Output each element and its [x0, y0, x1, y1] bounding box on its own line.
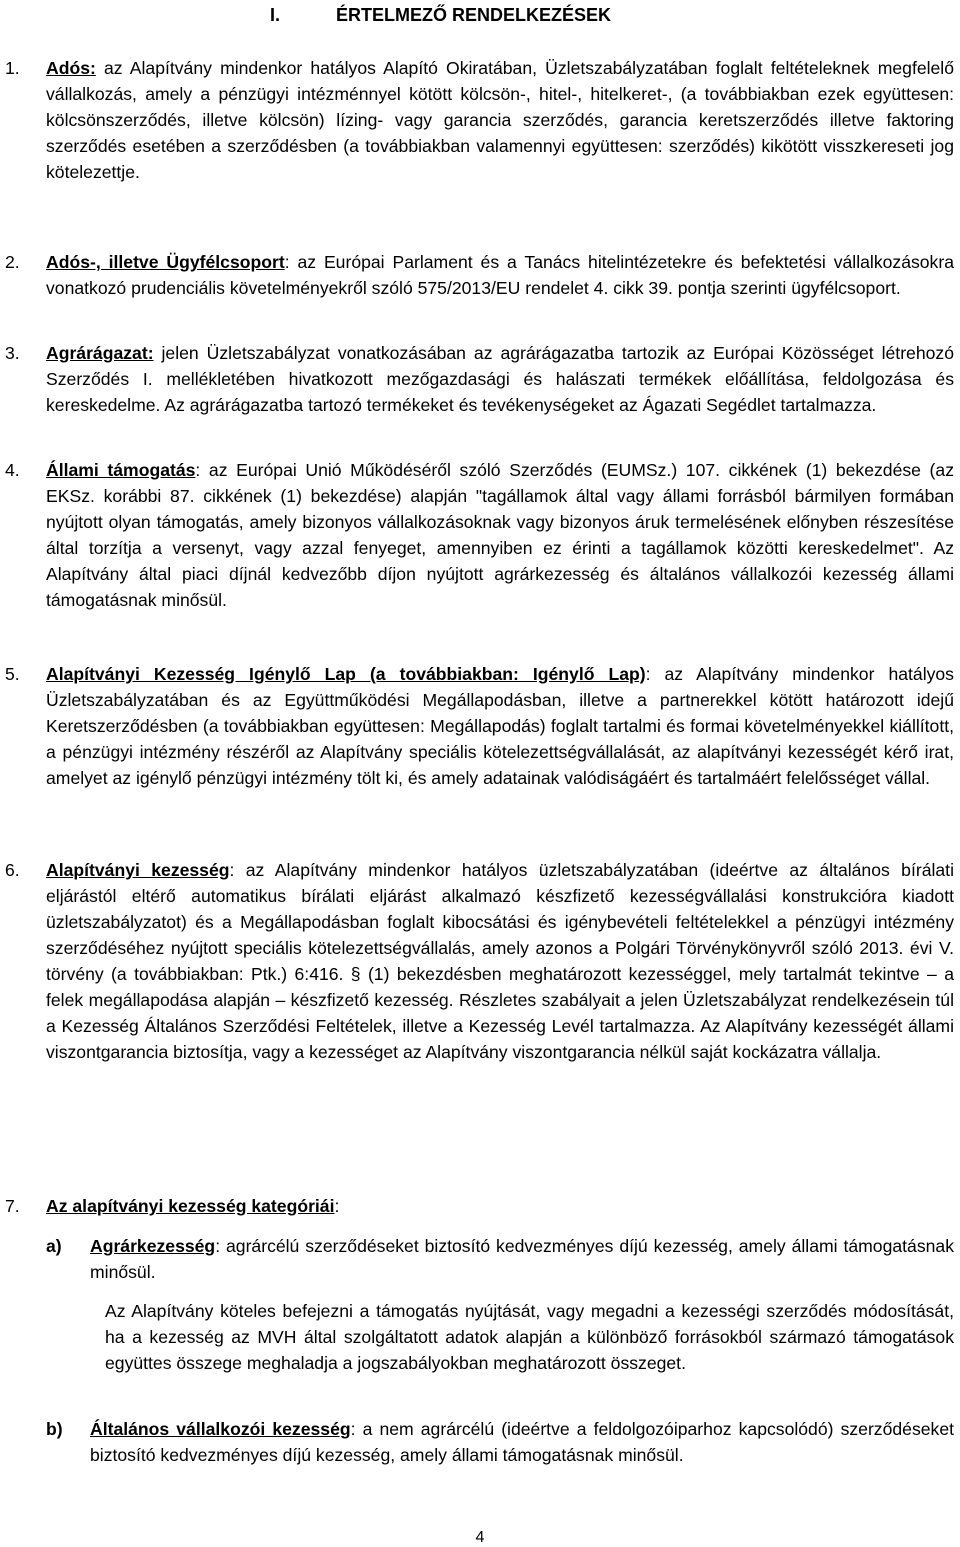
defined-term: Állami támogatás — [46, 460, 196, 480]
item-body — [46, 55, 954, 185]
category-text: : agrárcélú szerződéseket biztosító kedvezményes díjú kezesség, amely állami támogatásnak minősül. — [90, 1236, 954, 1282]
category-body — [90, 1416, 954, 1468]
item-body — [46, 1193, 954, 1219]
defined-term: Agrárágazat: — [46, 343, 154, 363]
item-number: 7. — [5, 1196, 20, 1216]
item-number: 3. — [5, 343, 20, 363]
category-term: Agrárkezesség — [90, 1236, 216, 1256]
category-note: Az Alapítvány köteles befejezni a támogatás nyújtását, vagy megadni a kezességi szerződés módosítását, ha a kezesség az MVH által szolgáltatott adatok alapján a különböző forrásokból származó támogatások együttes összege meghaladja a jogszabályokban meghatározott összeget. — [105, 1301, 954, 1373]
item-body — [46, 249, 954, 301]
page-number: 4 — [475, 1529, 485, 1546]
definition-text: : az Alapítvány mindenkor hatályos Üzletszabályzatában és az Együttműködési Megállapodásban, illetve a partnerekkel kötött határozott idejű Keretszerződésben (a továbbiakban együttesen: Megállapodás) foglalt tartalmi és formai követelményekkel kiállított, a pénzügyi intézmény részéről az Alapítvány speciális kötelezettségvállalását, az alapítványi kezességét kérő irat, amelyet az igénylő pénzügyi intézmény tölt ki, és amely adatainak valódiságáért és tartalmáért felelősséget vállal. — [46, 664, 954, 788]
section-number: I. — [270, 5, 281, 25]
category-term: Általános vállalkozói kezesség — [90, 1419, 351, 1439]
category-label: a) — [46, 1236, 62, 1256]
defined-term: Alapítványi Kezesség Igénylő Lap (a továbbiakban: Igénylő Lap) — [46, 664, 646, 684]
item-number: 1. — [5, 58, 20, 78]
definition-text: : az Alapítvány mindenkor hatályos üzletszabályzatában (ideértve az általános bírálati eljárástól eltérő automatikus bírálati eljárást alkalmazó készfizető kezességvállalási konstrukcióra kiadott üzletszabályzatot) és a Megállapodásban foglalt kibocsátási és igénybevételi feltételekkel a pénzügyi intézmény szerződéséhez nyújtott speciális kötelezettségvállalás, amely azonos a Polgári Törvénykönyvről szóló 2013. évi V. törvény (a továbbiakban: Ptk.) 6:416. § (1) bekezdésben meghatározott kezességgel, mely tartalmát tekintve – a felek megállapodása alapján – készfizető kezesség. Részletes szabályait a jelen Üzletszabályzat rendelkezésein túl a Kezesség Általános Szerződési Feltételek, illetve a Kezesség Levél tartalmazza. Az Alapítvány kezességét állami viszontgarancia biztosítja, vagy a kezességet az Alapítvány viszontgarancia nélkül saját kockázatra vállalja. — [46, 860, 954, 1062]
definition-text: : az Európai Parlament és a Tanács hitelintézetekre és befektetési vállalkozásokra vonatkozó prudenciális követelményekről szóló 575/2013/EU rendelet 4. cikk 39. pontja szerinti ügyfélcsoport. — [46, 252, 954, 298]
item-number: 5. — [5, 664, 20, 684]
item-number: 4. — [5, 460, 20, 480]
category-body — [90, 1233, 954, 1285]
item-body — [46, 457, 954, 613]
category-label: b) — [46, 1419, 63, 1439]
section-title: ÉRTELMEZŐ RENDELKEZÉSEK — [336, 5, 612, 25]
item-number: 6. — [5, 860, 20, 880]
item-body — [46, 857, 954, 1065]
defined-term: Adós-, illetve Ügyfélcsoport — [46, 252, 285, 272]
defined-term: Adós: — [46, 58, 96, 78]
item-body — [46, 661, 954, 791]
definition-text: : — [334, 1196, 340, 1216]
definition-text: jelen Üzletszabályzat vonatkozásában az agrárágazatba tartozik az Európai Közösséget létrehozó Szerződés I. mellékletében hivatkozott mezőgazdasági és halászati termékek előállítása, feldolgozása és kereskedelme. Az agrárágazatba tartozó termékeket és tevékenységeket az Ágazati Segédlet tartalmazza. — [46, 343, 954, 415]
definition-text: az Alapítvány mindenkor hatályos Alapító Okiratában, Üzletszabályzatában foglalt feltételeknek megfelelő vállalkozás, amely a pénzügyi intézménnyel kötött kölcsön-, hitel-, hitelkeret-, (a továbbiakban ezek együttesen: kölcsönszerződés, illetve kölcsön) lízing- vagy garancia szerződés, garancia keretszerződés illetve faktoring szerződés esetében a szerződésben (a továbbiakban valamennyi együttesen: szerződés) kikötött visszkereseti jog kötelezettje. — [46, 58, 954, 182]
item-number: 2. — [5, 252, 20, 272]
item-body — [46, 340, 954, 418]
defined-term: Az alapítványi kezesség kategóriái — [46, 1196, 335, 1216]
category-text: : a nem agrárcélú (ideértve a feldolgozóiparhoz kapcsolódó) szerződéseket biztosító kedvezményes díjú kezesség, amely állami támogatásnak minősül. — [90, 1419, 955, 1465]
defined-term: Alapítványi kezesség — [46, 860, 230, 880]
definition-text: : az Európai Unió Működéséről szóló Szerződés (EUMSz.) 107. cikkének (1) bekezdése (az EKSz. korábbi 87. cikkének (1) bekezdése) alapján "tagállamok által vagy állami forrásból bármilyen formában nyújtott olyan támogatás, amely bizonyos vállalkozásoknak vagy bizonyos áruk termelésének előnyben részesítése által torzítja a versenyt, vagy azzal fenyeget, amennyiben ez érinti a tagállamok közötti kereskedelmet". Az Alapítvány által piaci díjnál kedvezőbb díjon nyújtott agrárkezesség és általános vállalkozói kezesség állami támogatásnak minősül. — [46, 460, 954, 610]
